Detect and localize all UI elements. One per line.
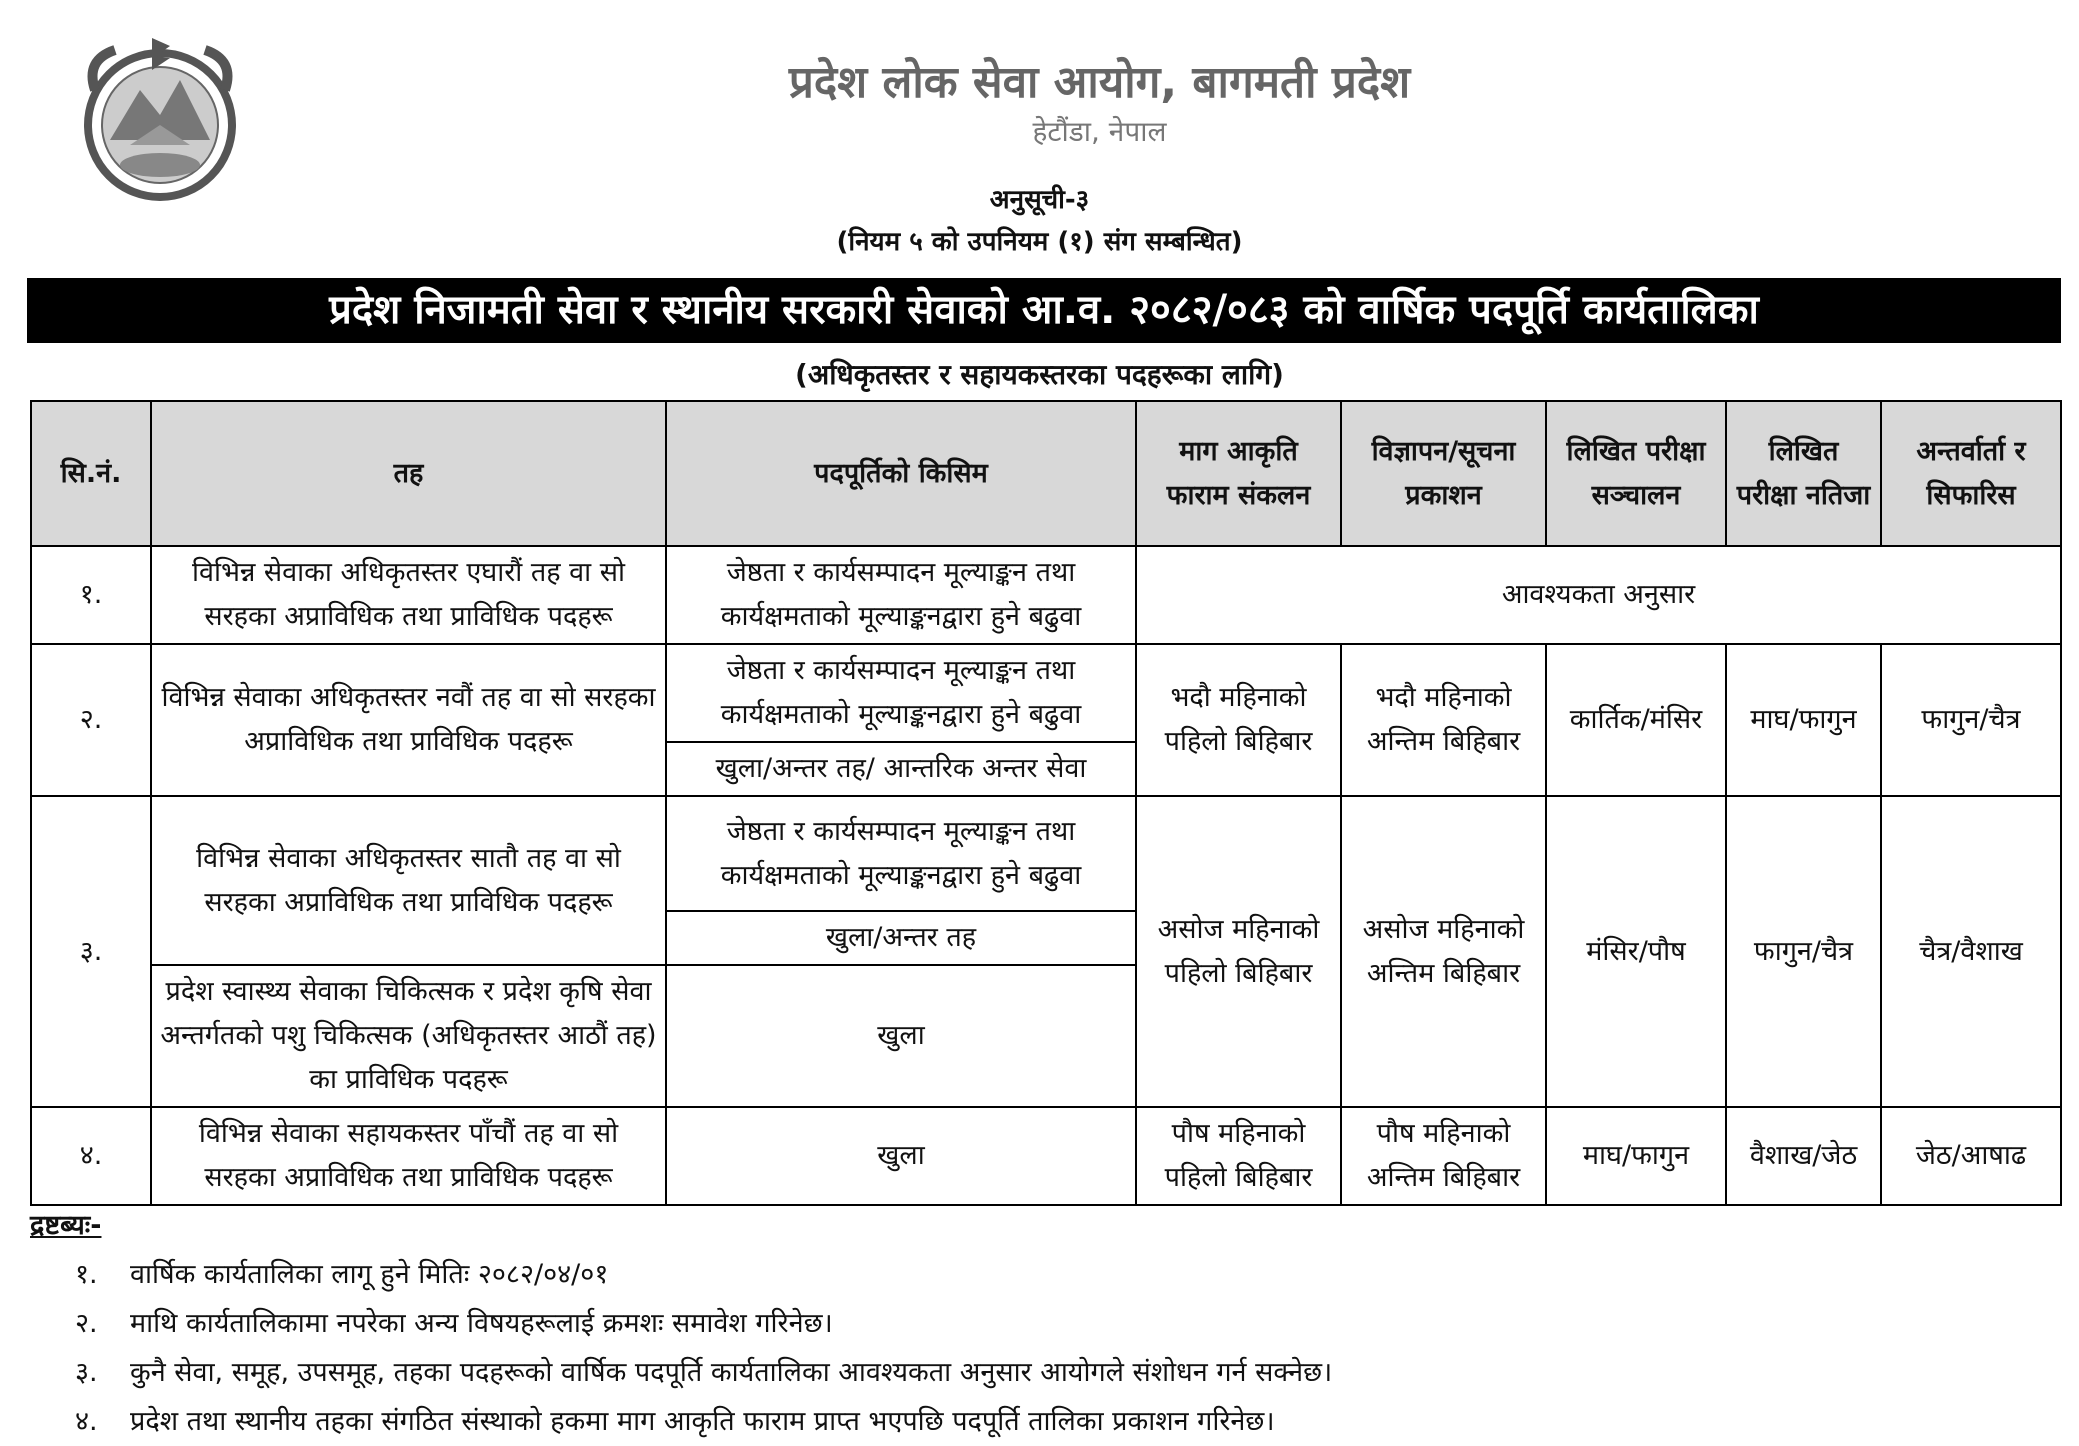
row4-sn: ४. (31, 1107, 151, 1205)
row2-level: विभिन्न सेवाका अधिकृतस्तर नवौं तह वा सो सरहका अप्राविधिक तथा प्राविधिक पदहरू (151, 644, 666, 796)
note-number: १. (75, 1259, 98, 1290)
row4-result: वैशाख/जेठ (1726, 1107, 1881, 1205)
table-row (31, 1107, 2061, 1205)
row4-interview: जेठ/आषाढ (1881, 1107, 2061, 1205)
row2-result: माघ/फागुन (1726, 644, 1881, 796)
row2-form: भदौ महिनाको पहिलो बिहिबार (1136, 644, 1341, 796)
header-level: तह (151, 401, 666, 546)
row4-level: विभिन्न सेवाका सहायकस्तर पाँचौं तह वा सो सरहका अप्राविधिक तथा प्राविधिक पदहरू (151, 1107, 666, 1205)
row4-notice: पौष महिनाको अन्तिम बिहिबार (1341, 1107, 1546, 1205)
row1-level: विभिन्न सेवाका अधिकृतस्तर एघारौं तह वा सो सरहका अप्राविधिक तथा प्राविधिक पदहरू (151, 546, 666, 644)
row3-type-c: खुला (666, 965, 1136, 1107)
note-item (30, 1348, 2030, 1397)
recruitment-schedule-table (30, 400, 2062, 1206)
page-title-banner: प्रदेश निजामती सेवा र स्थानीय सरकारी सेवाको आ.व. २०८२/०८३ को वार्षिक पदपूर्ति कार्यतालिका (27, 278, 2061, 343)
header-type: पदपूर्तिको किसिम (666, 401, 1136, 546)
row3-form: असोज महिनाको पहिलो बिहिबार (1136, 796, 1341, 1107)
row3-result: फागुन/चैत्र (1726, 796, 1881, 1107)
note-item (30, 1299, 2030, 1348)
header-sn: सि.नं. (31, 401, 151, 546)
note-item (30, 1250, 2030, 1299)
note-text: प्रदेश तथा स्थानीय तहका संगठित संस्थाको हकमा माग आकृति फाराम प्राप्त भएपछि पदपूर्ति तालिका प्रकाशन गरिनेछ। (130, 1406, 1275, 1437)
schedule-number: अनुसूची-३ (989, 185, 1090, 215)
notes-title: द्रष्टब्यः- (30, 1210, 102, 1241)
notes-section (30, 1205, 2030, 1446)
page-subtitle: (अधिकृतस्तर र सहायकस्तरका पदहरूका लागि) (795, 358, 1284, 391)
row3-interview: चैत्र/वैशाख (1881, 796, 2061, 1107)
org-name: प्रदेश लोक सेवा आयोग, बागमती प्रदेश (788, 57, 1411, 108)
row2-type-a: जेष्ठता र कार्यसम्पादन मूल्याङ्कन तथा कार्यक्षमताको मूल्याङ्कनद्वारा हुने बढुवा (666, 644, 1136, 742)
note-text: वार्षिक कार्यतालिका लागू हुने मितिः २०८२/०४/०१ (130, 1259, 609, 1290)
note-text: कुनै सेवा, समूह, उपसमूह, तहका पदहरूको वार्षिक पदपूर्ति कार्यतालिका आवश्यकता अनुसार आयोगले संशोधन गर्न सक्नेछ। (130, 1357, 1333, 1388)
table-row (31, 796, 2061, 911)
note-text: माथि कार्यतालिकामा नपरेका अन्य विषयहरूलाई क्रमशः समावेश गरिनेछ। (130, 1308, 833, 1339)
row2-notice: भदौ महिनाको अन्तिम बिहिबार (1341, 644, 1546, 796)
header-form: माग आकृति फाराम संकलन (1136, 401, 1341, 546)
row3-exam: मंसिर/पौष (1546, 796, 1726, 1107)
row3-type-a: जेष्ठता र कार्यसम्पादन मूल्याङ्कन तथा कार्यक्षमताको मूल्याङ्कनद्वारा हुने बढुवा (666, 796, 1136, 911)
header-interview: अन्तर्वार्ता र सिफारिस (1881, 401, 2061, 546)
row2-exam: कार्तिक/मंसिर (1546, 644, 1726, 796)
note-number: ४. (75, 1406, 98, 1437)
header-exam: लिखित परीक्षा सञ्चालन (1546, 401, 1726, 546)
rule-reference: (नियम ५ को उपनियम (१) संग सम्बन्धित) (836, 227, 1243, 257)
row4-exam: माघ/फागुन (1546, 1107, 1726, 1205)
row3-level-b: प्रदेश स्वास्थ्य सेवाका चिकित्सक र प्रदेश कृषि सेवा अन्तर्गतको पशु चिकित्सक (अधिकृतस्तर आठौं तह) का प्राविधिक पदहरू (151, 965, 666, 1107)
table-header-row (31, 401, 2061, 546)
row2-type-b: खुला/अन्तर तह/ आन्तरिक अन्तर सेवा (666, 742, 1136, 796)
header-notice: विज्ञापन/सूचना प्रकाशन (1341, 401, 1546, 546)
row3-notice: असोज महिनाको अन्तिम बिहिबार (1341, 796, 1546, 1107)
row3-type-b: खुला/अन्तर तह (666, 911, 1136, 965)
row3-level-a: विभिन्न सेवाका अधिकृतस्तर सातौ तह वा सो सरहका अप्राविधिक तथा प्राविधिक पदहरू (151, 796, 666, 965)
row3-sn: ३. (31, 796, 151, 1107)
table-row (31, 546, 2061, 644)
row2-sn: २. (31, 644, 151, 796)
row4-type: खुला (666, 1107, 1136, 1205)
row1-as-needed: आवश्यकता अनुसार (1136, 546, 2061, 644)
header-result: लिखित परीक्षा नतिजा (1726, 401, 1881, 546)
row4-form: पौष महिनाको पहिलो बिहिबार (1136, 1107, 1341, 1205)
note-number: २. (75, 1308, 98, 1339)
table-row (31, 644, 2061, 742)
row1-sn: १. (31, 546, 151, 644)
note-number: ३. (75, 1357, 98, 1388)
row2-interview: फागुन/चैत्र (1881, 644, 2061, 796)
row1-type: जेष्ठता र कार्यसम्पादन मूल्याङ्कन तथा कार्यक्षमताको मूल्याङ्कनद्वारा हुने बढुवा (666, 546, 1136, 644)
org-location: हेटौंडा, नेपाल (1032, 115, 1167, 148)
note-item (30, 1397, 2030, 1446)
